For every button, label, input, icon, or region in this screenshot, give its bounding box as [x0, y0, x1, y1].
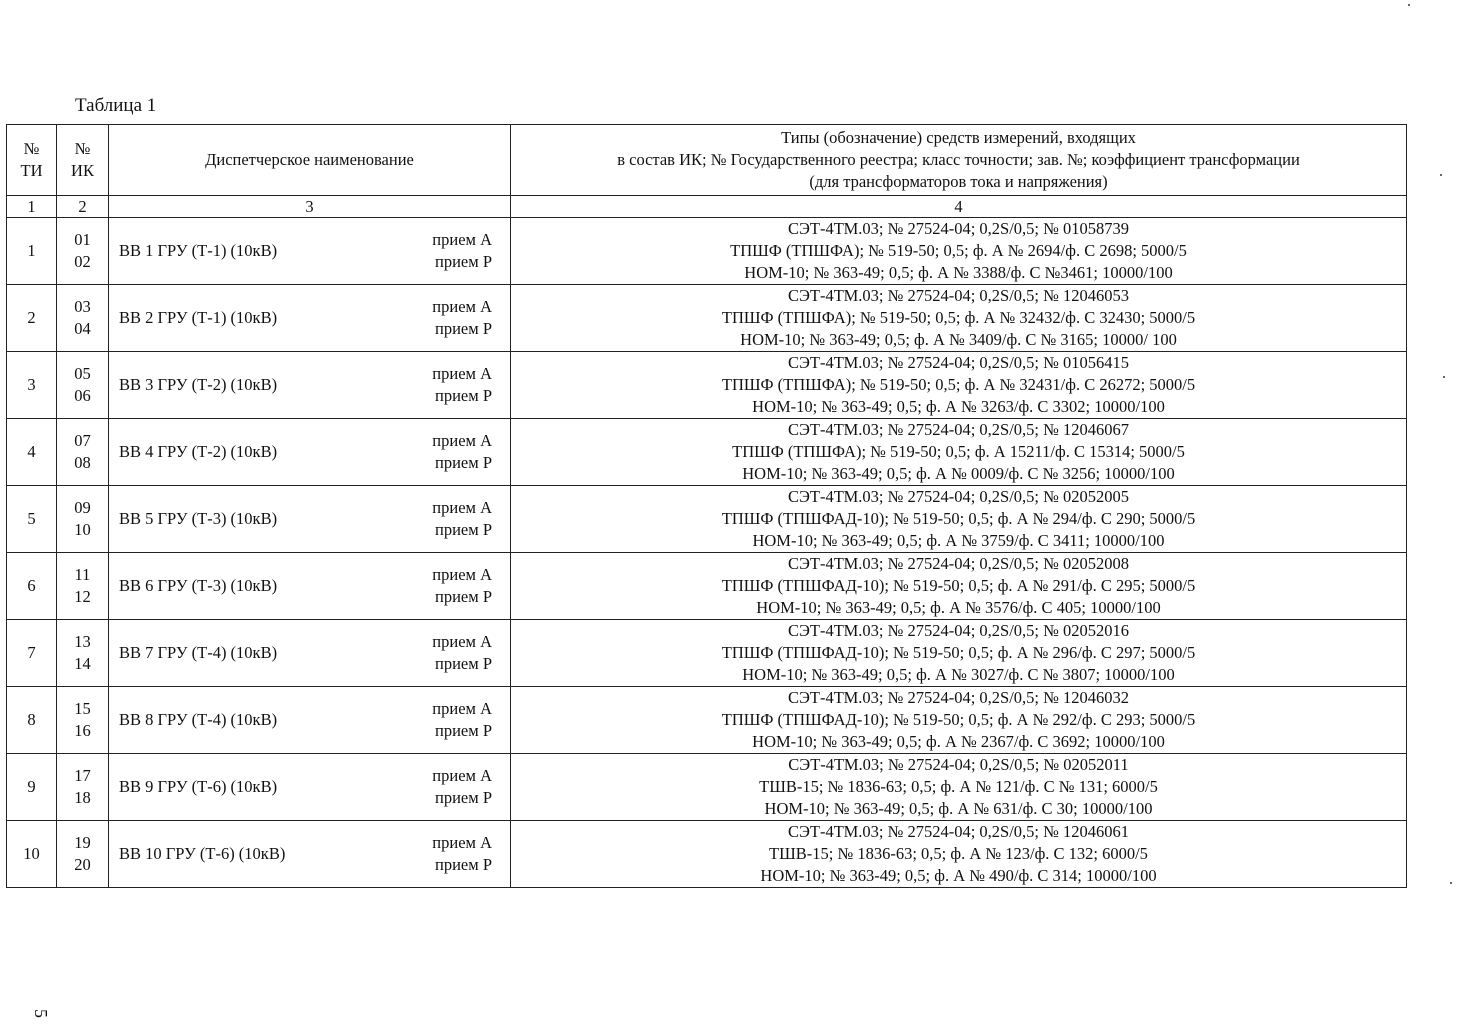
- ik-number: 15: [74, 699, 91, 718]
- current-transformer-line: ТШВ-15; № 1836-63; 0,5; ф. А № 121/ф. С № 131; 6000/5: [759, 777, 1158, 796]
- reception-active: прием А: [432, 364, 492, 383]
- reception-reactive: прием Р: [435, 520, 492, 539]
- ik-numbers: [57, 754, 109, 821]
- column-number-row: [7, 196, 1407, 218]
- ti-number: 1: [7, 218, 57, 285]
- voltage-transformer-line: НОМ-10; № 363-49; 0,5; ф. А № 3027/ф. С № 3807; 10000/100: [742, 665, 1175, 684]
- ti-number: 3: [7, 352, 57, 419]
- reception-reactive: прием Р: [435, 453, 492, 472]
- dispatch-name-cell: [109, 821, 511, 888]
- page-number: 5: [31, 1009, 51, 1018]
- column-number: 1: [7, 196, 57, 218]
- voltage-transformer-line: НОМ-10; № 363-49; 0,5; ф. А № 631/ф. С 30; 10000/100: [764, 799, 1153, 818]
- ik-number: 19: [74, 833, 91, 852]
- ik-number: 08: [74, 453, 91, 472]
- dispatch-name-cell: [109, 486, 511, 553]
- instrument-description: [511, 486, 1407, 553]
- reception-active: прием А: [432, 833, 492, 852]
- ik-number: 17: [74, 766, 91, 785]
- reception-active: прием А: [432, 431, 492, 450]
- current-transformer-line: ТПШФ (ТПШФА); № 519-50; 0,5; ф. А № 2694/ф. С 2698; 5000/5: [730, 241, 1187, 260]
- reception-reactive: прием Р: [435, 788, 492, 807]
- current-transformer-line: ТПШФ (ТПШФАД-10); № 519-50; 0,5; ф. А № 292/ф. С 293; 5000/5: [721, 710, 1196, 729]
- reception-active: прием А: [432, 498, 492, 517]
- voltage-transformer-line: НОМ-10; № 363-49; 0,5; ф. А № 3409/ф. С № 3165; 10000/ 100: [740, 330, 1177, 349]
- table-row: [7, 687, 1407, 754]
- reception-reactive: прием Р: [435, 252, 492, 271]
- dispatch-name: ВВ 10 ГРУ (Т-6) (10кВ): [119, 844, 286, 863]
- reception-reactive: прием Р: [435, 386, 492, 405]
- header-instrument-types: Типы (обозначение) средств измерений, входящих в состав ИК; № Государственного реестра; класс точности; зав. №; коэффициент трансформации (для трансформаторов тока и напряжения): [511, 125, 1407, 196]
- ik-number: 02: [74, 252, 91, 271]
- ik-number: 20: [74, 855, 91, 874]
- voltage-transformer-line: НОМ-10; № 363-49; 0,5; ф. А № 3263/ф. С 3302; 10000/100: [752, 397, 1165, 416]
- ik-numbers: [57, 553, 109, 620]
- scan-speck: [1408, 4, 1410, 6]
- ti-number: 10: [7, 821, 57, 888]
- ik-number: 10: [74, 520, 91, 539]
- ik-number: 12: [74, 587, 91, 606]
- ti-number: 4: [7, 419, 57, 486]
- table-row: [7, 285, 1407, 352]
- meter-line: СЭТ-4ТМ.03; № 27524-04; 0,2S/0,5; № 02052008: [788, 554, 1129, 573]
- current-transformer-line: ТПШФ (ТПШФА); № 519-50; 0,5; ф. А № 32432/ф. С 32430; 5000/5: [721, 308, 1196, 327]
- reception-types: [432, 564, 492, 608]
- header-ik: № ИК: [57, 125, 109, 196]
- dispatch-name: ВВ 8 ГРУ (Т-4) (10кВ): [119, 710, 278, 729]
- ti-number: 7: [7, 620, 57, 687]
- reception-types: [432, 497, 492, 541]
- ik-numbers: [57, 218, 109, 285]
- header-ti: № ТИ: [7, 125, 57, 196]
- column-number: 2: [57, 196, 109, 218]
- ti-number: 5: [7, 486, 57, 553]
- meter-line: СЭТ-4ТМ.03; № 27524-04; 0,2S/0,5; № 01056415: [788, 353, 1129, 372]
- ik-numbers: [57, 486, 109, 553]
- meter-line: СЭТ-4ТМ.03; № 27524-04; 0,2S/0,5; № 12046061: [788, 822, 1129, 841]
- reception-types: [432, 631, 492, 675]
- meter-line: СЭТ-4ТМ.03; № 27524-04; 0,2S/0,5; № 12046053: [788, 286, 1129, 305]
- current-transformer-line: ТПШФ (ТПШФА); № 519-50; 0,5; ф. А № 32431/ф. С 26272; 5000/5: [721, 375, 1196, 394]
- ik-number: 18: [74, 788, 91, 807]
- dispatch-name-cell: [109, 553, 511, 620]
- ti-number: 2: [7, 285, 57, 352]
- ik-number: 07: [74, 431, 91, 450]
- instrument-description: [511, 285, 1407, 352]
- meter-line: СЭТ-4ТМ.03; № 27524-04; 0,2S/0,5; № 02052011: [788, 755, 1129, 774]
- header-dispatch-name: Диспетчерское наименование: [109, 125, 511, 196]
- ik-number: 16: [74, 721, 91, 740]
- voltage-transformer-line: НОМ-10; № 363-49; 0,5; ф. А № 0009/ф. С № 3256; 10000/100: [742, 464, 1175, 483]
- ik-number: 04: [74, 319, 91, 338]
- current-transformer-line: ТПШФ (ТПШФА); № 519-50; 0,5; ф. А 15211/ф. С 15314; 5000/5: [732, 442, 1185, 461]
- meter-line: СЭТ-4ТМ.03; № 27524-04; 0,2S/0,5; № 02052005: [788, 487, 1129, 506]
- current-transformer-line: ТШВ-15; № 1836-63; 0,5; ф. А № 123/ф. С 132; 6000/5: [769, 844, 1148, 863]
- instrument-description: [511, 687, 1407, 754]
- reception-types: [432, 296, 492, 340]
- ik-numbers: [57, 352, 109, 419]
- ik-number: 01: [74, 230, 91, 249]
- reception-types: [432, 229, 492, 273]
- instrument-description: [511, 754, 1407, 821]
- reception-types: [432, 363, 492, 407]
- table-body: [7, 218, 1407, 888]
- dispatch-name: ВВ 4 ГРУ (Т-2) (10кВ): [119, 442, 278, 461]
- voltage-transformer-line: НОМ-10; № 363-49; 0,5; ф. А № 3576/ф. С 405; 10000/100: [756, 598, 1161, 617]
- table-row: [7, 486, 1407, 553]
- instrument-description: [511, 553, 1407, 620]
- scan-speck: [1443, 376, 1445, 378]
- reception-reactive: прием Р: [435, 721, 492, 740]
- ti-number: 8: [7, 687, 57, 754]
- reception-reactive: прием Р: [435, 319, 492, 338]
- measurement-table: [6, 124, 1407, 888]
- dispatch-name-cell: [109, 419, 511, 486]
- dispatch-name-cell: [109, 285, 511, 352]
- ti-number: 9: [7, 754, 57, 821]
- ik-number: 13: [74, 632, 91, 651]
- ik-number: 03: [74, 297, 91, 316]
- dispatch-name: ВВ 9 ГРУ (Т-6) (10кВ): [119, 777, 278, 796]
- scan-speck: [1440, 174, 1442, 176]
- reception-active: прием А: [432, 297, 492, 316]
- instrument-description: [511, 352, 1407, 419]
- meter-line: СЭТ-4ТМ.03; № 27524-04; 0,2S/0,5; № 12046032: [788, 688, 1129, 707]
- voltage-transformer-line: НОМ-10; № 363-49; 0,5; ф. А № 490/ф. С 314; 10000/100: [760, 866, 1157, 885]
- reception-active: прием А: [432, 766, 492, 785]
- ik-number: 09: [74, 498, 91, 517]
- table-row: [7, 419, 1407, 486]
- dispatch-name: ВВ 1 ГРУ (Т-1) (10кВ): [119, 241, 278, 260]
- dispatch-name: ВВ 5 ГРУ (Т-3) (10кВ): [119, 509, 278, 528]
- reception-active: прием А: [432, 565, 492, 584]
- reception-types: [432, 698, 492, 742]
- reception-reactive: прием Р: [435, 855, 492, 874]
- instrument-description: [511, 821, 1407, 888]
- reception-reactive: прием Р: [435, 654, 492, 673]
- ik-number: 11: [74, 565, 91, 584]
- ti-number: 6: [7, 553, 57, 620]
- table-row: [7, 218, 1407, 285]
- ik-number: 14: [74, 654, 91, 673]
- table-row: [7, 620, 1407, 687]
- reception-types: [432, 832, 492, 876]
- reception-active: прием А: [432, 632, 492, 651]
- table-row: [7, 352, 1407, 419]
- meter-line: СЭТ-4ТМ.03; № 27524-04; 0,2S/0,5; № 02052016: [788, 621, 1129, 640]
- reception-reactive: прием Р: [435, 587, 492, 606]
- dispatch-name-cell: [109, 352, 511, 419]
- reception-active: прием А: [432, 230, 492, 249]
- ik-numbers: [57, 821, 109, 888]
- table-caption: Таблица 1: [75, 95, 157, 116]
- reception-types: [432, 765, 492, 809]
- table-row: [7, 553, 1407, 620]
- voltage-transformer-line: НОМ-10; № 363-49; 0,5; ф. А № 3388/ф. С №3461; 10000/100: [744, 263, 1173, 282]
- ik-numbers: [57, 419, 109, 486]
- dispatch-name-cell: [109, 687, 511, 754]
- dispatch-name: ВВ 7 ГРУ (Т-4) (10кВ): [119, 643, 278, 662]
- current-transformer-line: ТПШФ (ТПШФАД-10); № 519-50; 0,5; ф. А № 296/ф. С 297; 5000/5: [721, 643, 1196, 662]
- dispatch-name: ВВ 2 ГРУ (Т-1) (10кВ): [119, 308, 278, 327]
- voltage-transformer-line: НОМ-10; № 363-49; 0,5; ф. А № 2367/ф. С 3692; 10000/100: [752, 732, 1165, 751]
- ik-numbers: [57, 285, 109, 352]
- ik-number: 06: [74, 386, 91, 405]
- current-transformer-line: ТПШФ (ТПШФАД-10); № 519-50; 0,5; ф. А № 291/ф. С 295; 5000/5: [721, 576, 1196, 595]
- instrument-description: [511, 419, 1407, 486]
- current-transformer-line: ТПШФ (ТПШФАД-10); № 519-50; 0,5; ф. А № 294/ф. С 290; 5000/5: [721, 509, 1196, 528]
- instrument-description: [511, 620, 1407, 687]
- dispatch-name-cell: [109, 620, 511, 687]
- column-number: 3: [109, 196, 511, 218]
- meter-line: СЭТ-4ТМ.03; № 27524-04; 0,2S/0,5; № 12046067: [788, 420, 1129, 439]
- instrument-description: [511, 218, 1407, 285]
- ik-number: 05: [74, 364, 91, 383]
- dispatch-name: ВВ 3 ГРУ (Т-2) (10кВ): [119, 375, 278, 394]
- ik-numbers: [57, 620, 109, 687]
- column-number: 4: [511, 196, 1407, 218]
- reception-active: прием А: [432, 699, 492, 718]
- ik-numbers: [57, 687, 109, 754]
- dispatch-name-cell: [109, 754, 511, 821]
- reception-types: [432, 430, 492, 474]
- table-row: [7, 821, 1407, 888]
- table-header-row: [7, 125, 1407, 196]
- scan-speck: [1450, 882, 1452, 884]
- dispatch-name: ВВ 6 ГРУ (Т-3) (10кВ): [119, 576, 278, 595]
- meter-line: СЭТ-4ТМ.03; № 27524-04; 0,2S/0,5; № 01058739: [788, 219, 1129, 238]
- voltage-transformer-line: НОМ-10; № 363-49; 0,5; ф. А № 3759/ф. С 3411; 10000/100: [752, 531, 1165, 550]
- dispatch-name-cell: [109, 218, 511, 285]
- table-row: [7, 754, 1407, 821]
